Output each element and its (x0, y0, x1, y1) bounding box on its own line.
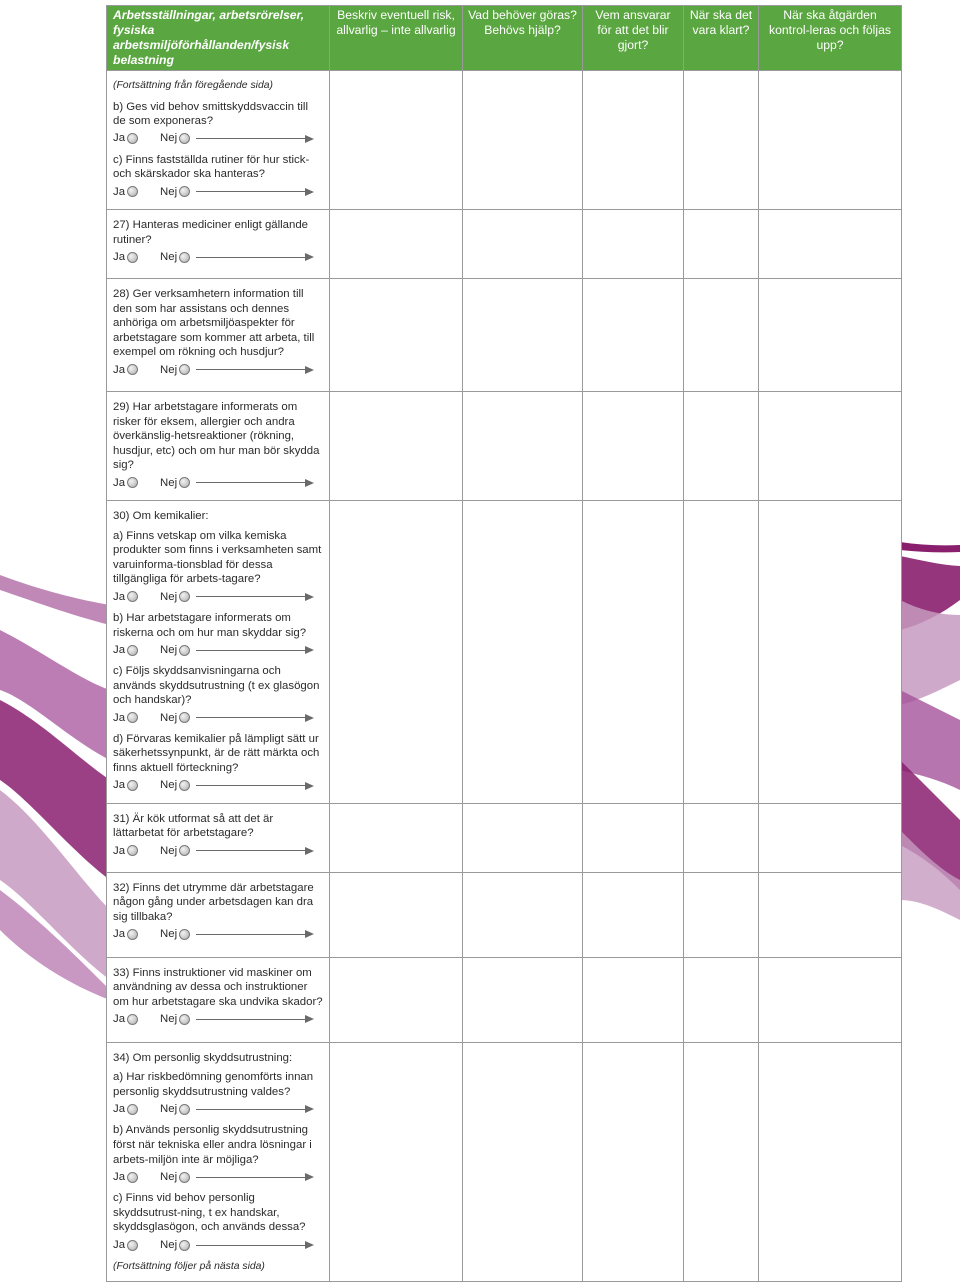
no-label: Nej (160, 1238, 178, 1251)
question-cell (107, 872, 330, 957)
yes-no-choice (113, 709, 323, 727)
question-text: 28) Ger verksamhetern information till den som har assistans och dennes anhöriga om arbetsmiljöaspekter för arbetstagare som kommer att arbeta, till exempel om rökning och husdjur? (113, 287, 315, 359)
answer-cell-action[interactable] (463, 1042, 583, 1281)
answer-cell-risk[interactable] (330, 391, 463, 500)
yes-label: Ja (113, 250, 126, 263)
header-risk: Beskriv eventuell risk, allvarlig – inte allvarlig (330, 6, 463, 71)
table-row (107, 957, 902, 1042)
table-row (107, 391, 902, 500)
answer-cell-action[interactable] (463, 278, 583, 391)
answer-cell-risk[interactable] (330, 209, 463, 278)
yes-no-choice (113, 1010, 323, 1028)
yes-label: Ja (113, 363, 126, 376)
no-label: Nej (160, 250, 178, 263)
answer-cell-responsible[interactable] (583, 1042, 684, 1281)
yes-radio[interactable] (127, 1104, 138, 1115)
no-radio[interactable] (179, 186, 190, 197)
answer-cell-deadline[interactable] (684, 957, 759, 1042)
yes-label: Ja (113, 643, 126, 656)
no-label: Nej (160, 363, 178, 376)
no-radio[interactable] (179, 845, 190, 856)
header-responsible: Vem ansvarar för att det blir gjort? (583, 6, 684, 71)
continued-note: (Fortsättning från föregående sida) (113, 80, 273, 91)
question-text: 27) Hanteras mediciner enligt gällande rutiner? (113, 218, 309, 246)
yes-label: Ja (113, 711, 126, 724)
yes-radio[interactable] (127, 477, 138, 488)
no-radio[interactable] (179, 477, 190, 488)
question-text: 29) Har arbetstagare informerats om risker för eksem, allergier och andra överkänslig-hetsreaktioner (rökning, husdjur, etc) och om hur man bör skydda sig? (113, 400, 320, 472)
yes-label: Ja (113, 1103, 126, 1116)
header-followup: När ska åtgärden kontrol-leras och följas upp? (759, 6, 902, 71)
answer-cell-followup[interactable] (759, 500, 902, 803)
no-radio[interactable] (179, 252, 190, 263)
answer-cell-responsible[interactable] (583, 278, 684, 391)
yes-label: Ja (113, 928, 126, 941)
arrow-right-icon (196, 1173, 314, 1181)
no-radio[interactable] (179, 133, 190, 144)
yes-no-choice (113, 641, 323, 659)
yes-radio[interactable] (127, 591, 138, 602)
answer-cell-action[interactable] (463, 71, 583, 210)
yes-radio[interactable] (127, 133, 138, 144)
no-label: Nej (160, 185, 178, 198)
answer-cell-responsible[interactable] (583, 391, 684, 500)
answer-cell-risk[interactable] (330, 500, 463, 803)
question-text: d) Förvaras kemikalier på lämpligt sätt ur säkerhetssynpunkt, är de rätt märkta och finns aktuell förteckning? (113, 732, 320, 775)
question-text: a) Finns vetskap om vilka kemiska produkter som finns i verksamheten samt varuinforma-tionsblad för dessa tillgängliga för arbets-tagare? (113, 529, 322, 586)
answer-cell-deadline[interactable] (684, 803, 759, 872)
yes-no-choice (113, 842, 323, 860)
arrow-right-icon (196, 253, 314, 261)
no-radio[interactable] (179, 645, 190, 656)
question-text: 33) Finns instruktioner vid maskiner om användning av dessa och instruktioner om hur arbetstagare ska undvika skador? (113, 966, 323, 1008)
question-text: b) Ges vid behov smittskyddsvaccin till de som exponeras? (113, 100, 308, 128)
header-deadline: När ska det vara klart? (684, 6, 759, 71)
answer-cell-risk[interactable] (330, 803, 463, 872)
no-radio[interactable] (179, 929, 190, 940)
yes-label: Ja (113, 476, 126, 489)
answer-cell-followup[interactable] (759, 872, 902, 957)
answer-cell-deadline[interactable] (684, 1042, 759, 1281)
answer-cell-action[interactable] (463, 803, 583, 872)
yes-radio[interactable] (127, 780, 138, 791)
answer-cell-risk[interactable] (330, 957, 463, 1042)
answer-cell-followup[interactable] (759, 957, 902, 1042)
yes-label: Ja (113, 1013, 126, 1026)
question-text: b) Har arbetstagare informerats om riskerna och om hur man skyddar sig? (113, 611, 307, 639)
table-row (107, 71, 902, 210)
no-label: Nej (160, 1103, 178, 1116)
yes-radio[interactable] (127, 252, 138, 263)
yes-radio[interactable] (127, 186, 138, 197)
arrow-right-icon (196, 714, 314, 722)
answer-cell-deadline[interactable] (684, 209, 759, 278)
arrow-right-icon (196, 188, 314, 196)
answer-cell-risk[interactable] (330, 71, 463, 210)
arrow-right-icon (196, 1241, 314, 1249)
no-label: Nej (160, 779, 178, 792)
question-text: c) Finns fastställda rutiner för hur stick- och skärskador ska hanteras? (113, 153, 310, 181)
yes-no-choice (113, 1100, 323, 1118)
yes-label: Ja (113, 590, 126, 603)
yes-no-choice (113, 1236, 323, 1254)
yes-radio[interactable] (127, 1014, 138, 1025)
yes-radio[interactable] (127, 645, 138, 656)
yes-no-choice (113, 248, 323, 266)
yes-label: Ja (113, 132, 126, 145)
no-radio[interactable] (179, 712, 190, 723)
no-radio[interactable] (179, 591, 190, 602)
question-cell (107, 957, 330, 1042)
yes-label: Ja (113, 1238, 126, 1251)
answer-cell-followup[interactable] (759, 391, 902, 500)
answer-cell-deadline[interactable] (684, 278, 759, 391)
arrow-right-icon (196, 479, 314, 487)
answer-cell-deadline[interactable] (684, 872, 759, 957)
yes-radio[interactable] (127, 845, 138, 856)
yes-no-choice (113, 361, 323, 379)
arrow-right-icon (196, 930, 314, 938)
yes-label: Ja (113, 779, 126, 792)
answer-cell-followup[interactable] (759, 278, 902, 391)
answer-cell-action[interactable] (463, 209, 583, 278)
header-row (107, 6, 902, 71)
question-cell (107, 391, 330, 500)
no-label: Nej (160, 844, 178, 857)
arrow-right-icon (196, 646, 314, 654)
answer-cell-responsible[interactable] (583, 803, 684, 872)
question-cell (107, 71, 330, 210)
question-text: b) Används personlig skyddsutrustning först när tekniska eller andra lösningar i arbets-miljön inte är möjliga? (113, 1124, 312, 1166)
no-radio[interactable] (179, 364, 190, 375)
header-topic: Arbetsställningar, arbetsrörelser, fysiska arbetsmiljöförhållanden/fysisk belastning (107, 6, 330, 71)
yes-no-choice (113, 777, 323, 795)
answer-cell-deadline[interactable] (684, 500, 759, 803)
answer-cell-action[interactable] (463, 957, 583, 1042)
continues-note: (Fortsättning följer på nästa sida) (113, 1261, 265, 1272)
no-label: Nej (160, 476, 178, 489)
yes-label: Ja (113, 844, 126, 857)
no-label: Nej (160, 928, 178, 941)
yes-label: Ja (113, 1170, 126, 1183)
question-text: 30) Om kemikalier: (113, 509, 209, 522)
no-radio[interactable] (179, 780, 190, 791)
table-row (107, 500, 902, 803)
table-row (107, 803, 902, 872)
answer-cell-responsible[interactable] (583, 957, 684, 1042)
yes-radio[interactable] (127, 929, 138, 940)
yes-no-choice (113, 588, 323, 606)
yes-label: Ja (113, 185, 126, 198)
question-cell (107, 803, 330, 872)
question-cell (107, 1042, 330, 1281)
answer-cell-followup[interactable] (759, 209, 902, 278)
arrow-right-icon (196, 782, 314, 790)
yes-radio[interactable] (127, 364, 138, 375)
yes-no-choice (113, 474, 323, 492)
no-label: Nej (160, 132, 178, 145)
question-text: a) Har riskbedömning genomförts innan personlig skyddsutrustning valdes? (113, 1071, 314, 1098)
yes-no-choice (113, 183, 323, 201)
answer-cell-deadline[interactable] (684, 391, 759, 500)
question-text: 32) Finns det utrymme där arbetstagare någon gång under arbetsdagen kan dra sig tillbaka? (113, 881, 314, 923)
yes-radio[interactable] (127, 1172, 138, 1183)
arrow-right-icon (196, 366, 314, 374)
no-radio[interactable] (179, 1240, 190, 1251)
no-radio[interactable] (179, 1014, 190, 1025)
answer-cell-responsible[interactable] (583, 872, 684, 957)
no-label: Nej (160, 590, 178, 603)
answer-cell-deadline[interactable] (684, 71, 759, 210)
answer-cell-risk[interactable] (330, 278, 463, 391)
answer-cell-responsible[interactable] (583, 500, 684, 803)
question-text: c) Finns vid behov personlig skyddsutrust-ning, t ex handskar, skyddsglasögon, och används dessa? (113, 1192, 306, 1234)
question-cell (107, 278, 330, 391)
yes-radio[interactable] (127, 1240, 138, 1251)
table-row (107, 209, 902, 278)
header-action: Vad behöver göras? Behövs hjälp? (463, 6, 583, 71)
no-radio[interactable] (179, 1104, 190, 1115)
table-row (107, 872, 902, 957)
answer-cell-risk[interactable] (330, 1042, 463, 1281)
arrow-right-icon (196, 1015, 314, 1023)
question-text: 34) Om personlig skyddsutrustning: (113, 1051, 293, 1064)
table-row (107, 278, 902, 391)
risk-checklist-table (106, 5, 902, 1282)
yes-no-choice (113, 1168, 323, 1186)
answer-cell-action[interactable] (463, 872, 583, 957)
no-label: Nej (160, 711, 178, 724)
yes-no-choice (113, 130, 323, 148)
answer-cell-followup[interactable] (759, 803, 902, 872)
arrow-right-icon (196, 593, 314, 601)
no-label: Nej (160, 1013, 178, 1026)
answer-cell-responsible[interactable] (583, 71, 684, 210)
no-label: Nej (160, 643, 178, 656)
question-text: 31) Är kök utformat så att det är lättarbetat för arbetstagare? (113, 812, 274, 840)
arrow-right-icon (196, 847, 314, 855)
answer-cell-action[interactable] (463, 500, 583, 803)
question-text: c) Följs skyddsanvisningarna och används skyddsutrustning (t ex glasögon och handskar)? (113, 665, 320, 707)
answer-cell-followup[interactable] (759, 1042, 902, 1281)
no-radio[interactable] (179, 1172, 190, 1183)
answer-cell-followup[interactable] (759, 71, 902, 210)
question-cell (107, 500, 330, 803)
arrow-right-icon (196, 1105, 314, 1113)
answer-cell-risk[interactable] (330, 872, 463, 957)
yes-radio[interactable] (127, 712, 138, 723)
answer-cell-action[interactable] (463, 391, 583, 500)
question-cell (107, 209, 330, 278)
answer-cell-responsible[interactable] (583, 209, 684, 278)
yes-no-choice (113, 925, 323, 943)
arrow-right-icon (196, 135, 314, 143)
table-row (107, 1042, 902, 1281)
no-label: Nej (160, 1170, 178, 1183)
